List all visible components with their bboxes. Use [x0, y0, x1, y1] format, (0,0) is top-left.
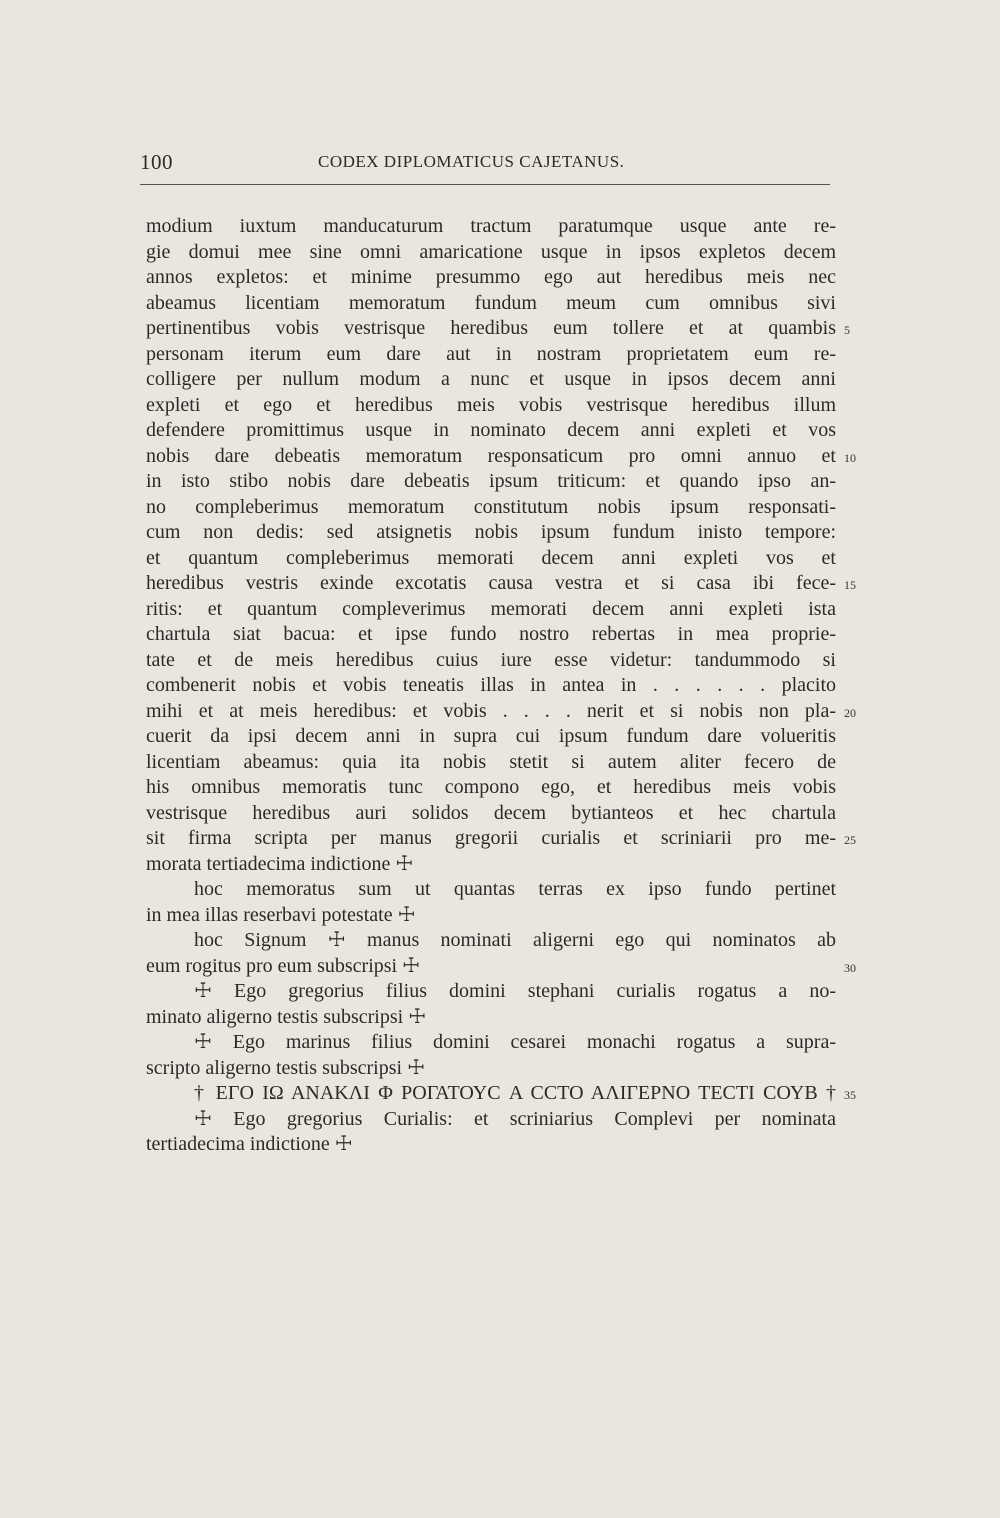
text-line: † ΕΓΟ ΙΩ ΑΝΑΚΛΙ Φ ΡΟΓΑΤΟΥC Α CCΤΟ ΑΛΙΓΕΡΝΟ ΤΕCΤΙ CΟΥΒ † — [194, 1082, 836, 1104]
text-line: tate et de meis heredibus cuius iure esse videtur: tandummodo si — [146, 648, 836, 671]
text-line: ☩ Ego marinus filius domini cesarei monachi rogatus a supra- — [194, 1031, 836, 1053]
header-rule — [140, 184, 830, 185]
text-line: hoc Signum ☩ manus nominati aligerni ego qui nominatos ab — [194, 929, 836, 951]
text-line: morata tertiadecima indictione ☩ — [146, 852, 414, 875]
text-line: chartula siat bacua: et ipse fundo nostro rebertas in mea proprie- — [146, 623, 836, 645]
text-line: gie domui mee sine omni amaricatione usque in ipsos expletos decem — [146, 240, 836, 263]
line-number: 25 — [844, 833, 856, 847]
line-number: 5 — [844, 323, 850, 337]
line-number: 10 — [844, 450, 856, 465]
text-line: ☩ Ego gregorius filius domini stephani curialis rogatus a no- — [194, 980, 836, 1002]
text-line: hoc memoratus sum ut quantas terras ex ipso fundo pertinet — [194, 878, 836, 900]
text-line: no compleberimus memoratum constitutum nobis ipsum responsati- — [146, 495, 836, 518]
text-line: his omnibus memoratis tunc compono ego, et heredibus meis vobis — [146, 776, 836, 798]
text-line: eum rogitus pro eum subscripsi ☩ — [146, 954, 421, 977]
text-line: mihi et at meis heredibus: et vobis . . . . nerit et si nobis non pla- — [146, 699, 836, 722]
text-line: personam iterum eum dare aut in nostram proprietatem eum re- — [146, 342, 836, 365]
text-line: et quantum compleberimus memorati decem anni expleti vos et — [146, 546, 836, 569]
line-number: 35 — [844, 1088, 856, 1102]
text-line: cum non dedis: sed atsignetis nobis ipsum fundum inisto tempore: — [146, 521, 836, 543]
text-line: heredibus vestris exinde excotatis causa vestra et si casa ibi fece- — [146, 572, 836, 594]
text-line: expleti et ego et heredibus meis vobis vestrisque heredibus illum — [146, 393, 836, 416]
page-number: 100 — [140, 150, 173, 174]
text-line: tertiadecima indictione ☩ — [146, 1133, 353, 1155]
text-line: ritis: et quantum compleverimus memorati decem anni expleti ista — [146, 597, 836, 620]
text-line: in mea illas reserbavi potestate ☩ — [146, 903, 416, 926]
running-title: CODEX DIPLOMATICUS CAJETANUS. — [318, 152, 625, 171]
text-line: vestrisque heredibus auri solidos decem bytianteos et hec chartula — [146, 801, 836, 824]
text-line: scripto aligerno testis subscripsi ☩ — [146, 1056, 426, 1079]
text-line: cuerit da ipsi decem anni in supra cui ipsum fundum dare volueritis — [146, 725, 836, 747]
text-line: ☩ Ego gregorius Curialis: et scriniarius Complevi per nominata — [194, 1107, 836, 1130]
text-line: nobis dare debeatis memoratum responsaticum pro omni annuo et — [146, 444, 836, 467]
text-line: annos expletos: et minime presummo ego aut heredibus meis nec — [146, 266, 836, 288]
text-line: licentiam abeamus: quia ita nobis stetit si autem aliter fecero de — [146, 750, 836, 773]
text-line: modium iuxtum manducaturum tractum paratumque usque ante re- — [146, 215, 836, 237]
body-text — [146, 214, 836, 1158]
line-number: 20 — [844, 705, 856, 720]
text-line: minato aligerno testis subscripsi ☩ — [146, 1005, 427, 1028]
text-line: colligere per nullum modum a nunc et usque in ipsos decem anni — [146, 368, 836, 390]
line-number: 15 — [844, 578, 856, 592]
text-line: defendere promittimus usque in nominato decem anni expleti et vos — [146, 419, 836, 441]
text-line: pertinentibus vobis vestrisque heredibus eum tollere et at quambis — [146, 317, 836, 339]
line-number: 30 — [844, 960, 856, 975]
text-line: abeamus licentiam memoratum fundum meum cum omnibus sivi — [146, 291, 836, 314]
page-header — [140, 150, 830, 176]
text-line: combenerit nobis et vobis teneatis illas in antea in . . . . . . placito — [146, 674, 836, 696]
text-line: in isto stibo nobis dare debeatis ipsum triticum: et quando ipso an- — [146, 470, 836, 492]
text-line: sit firma scripta per manus gregorii curialis et scriniarii pro me- — [146, 827, 836, 849]
